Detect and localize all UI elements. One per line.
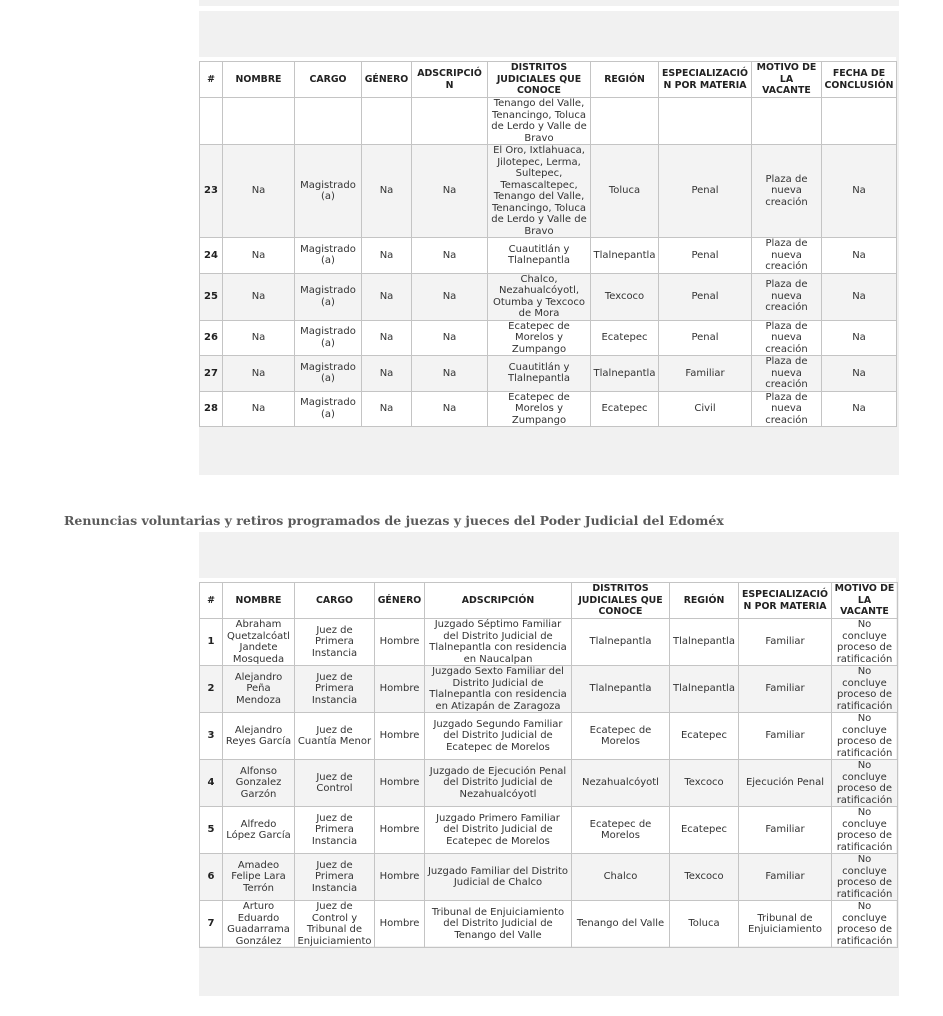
table-cell: Na bbox=[362, 273, 412, 320]
table-cell: Juzgado Sexto Familiar del Distrito Judicial de Tlalnepantla con residencia en Atizapán de Zaragoza bbox=[425, 666, 572, 713]
table-card-vacancies bbox=[199, 11, 899, 475]
table-cell bbox=[752, 98, 822, 145]
table-cell: Juez de Primera Instancia bbox=[295, 666, 375, 713]
table-cell: Hombre bbox=[375, 807, 425, 854]
table-row bbox=[200, 98, 897, 145]
column-header: GÉNERO bbox=[375, 583, 425, 619]
table-cell: Ecatepec de Morelos bbox=[572, 713, 670, 760]
table-cell: Na bbox=[412, 356, 488, 392]
table-cell: Hombre bbox=[375, 713, 425, 760]
table-cell: Ejecución Penal bbox=[739, 760, 832, 807]
table-cell: Penal bbox=[659, 320, 752, 356]
row-number: 24 bbox=[200, 238, 223, 274]
table-cell: Tlalnepantla bbox=[670, 619, 739, 666]
table-cell: Cuautitlán y Tlalnepantla bbox=[488, 238, 591, 274]
table-cell: Plaza de nueva creación bbox=[752, 320, 822, 356]
table-row bbox=[200, 807, 898, 854]
table-row bbox=[200, 238, 897, 274]
table-cell: No concluye proceso de ratificación bbox=[832, 807, 898, 854]
table-cell: Tribunal de Enjuiciamiento bbox=[739, 901, 832, 948]
table-cell: Juez de Primera Instancia bbox=[295, 807, 375, 854]
row-number bbox=[200, 98, 223, 145]
table-cell: Tlalnepantla bbox=[591, 238, 659, 274]
table-cell: Juez de Primera Instancia bbox=[295, 619, 375, 666]
table-cell: No concluye proceso de ratificación bbox=[832, 760, 898, 807]
table-row bbox=[200, 666, 898, 713]
table-cell: Penal bbox=[659, 145, 752, 238]
column-header: NOMBRE bbox=[223, 62, 295, 98]
table-row bbox=[200, 391, 897, 427]
table-cell: Na bbox=[362, 320, 412, 356]
table-cell: Familiar bbox=[739, 666, 832, 713]
row-number: 23 bbox=[200, 145, 223, 238]
table-cell: Alejandro Reyes García bbox=[223, 713, 295, 760]
column-header: ESPECIALIZACIÓN POR MATERIA bbox=[739, 583, 832, 619]
table-cell: Tribunal de Enjuiciamiento del Distrito Judicial de Tenango del Valle bbox=[425, 901, 572, 948]
table-cell: Ecatepec de Morelos y Zumpango bbox=[488, 320, 591, 356]
table-cell: Juzgado Familiar del Distrito Judicial de Chalco bbox=[425, 854, 572, 901]
table-cell: No concluye proceso de ratificación bbox=[832, 619, 898, 666]
table-row bbox=[200, 760, 898, 807]
table-cell bbox=[295, 98, 362, 145]
table-cell: Magistrado (a) bbox=[295, 356, 362, 392]
table-cell: Familiar bbox=[739, 713, 832, 760]
row-number: 28 bbox=[200, 391, 223, 427]
table-row bbox=[200, 320, 897, 356]
table-row bbox=[200, 273, 897, 320]
table-header-row bbox=[200, 62, 897, 98]
table-cell: No concluye proceso de ratificación bbox=[832, 666, 898, 713]
table-cell: Plaza de nueva creación bbox=[752, 145, 822, 238]
column-header: MOTIVO DE LA VACANTE bbox=[832, 583, 898, 619]
table-cell: Juzgado Primero Familiar del Distrito Judicial de Ecatepec de Morelos bbox=[425, 807, 572, 854]
table-cell: Texcoco bbox=[670, 760, 739, 807]
table-cell: Alfonso Gonzalez Garzón bbox=[223, 760, 295, 807]
table-cell: Arturo Eduardo Guadarrama González bbox=[223, 901, 295, 948]
table-cell: El Oro, Ixtlahuaca, Jilotepec, Lerma, Sultepec, Temascaltepec, Tenango del Valle, Tenancingo, Toluca de Lerdo y Valle de Bravo bbox=[488, 145, 591, 238]
table-cell: Ecatepec bbox=[670, 713, 739, 760]
table-card-resignations bbox=[199, 532, 899, 996]
table-row bbox=[200, 145, 897, 238]
column-header: CARGO bbox=[295, 62, 362, 98]
row-number: 1 bbox=[200, 619, 223, 666]
table-cell: Amadeo Felipe Lara Terrón bbox=[223, 854, 295, 901]
table-cell: Alfredo López García bbox=[223, 807, 295, 854]
table-cell: Alejandro Peña Mendoza bbox=[223, 666, 295, 713]
table-sheet bbox=[199, 578, 896, 946]
column-header: REGIÓN bbox=[670, 583, 739, 619]
table-cell: Na bbox=[223, 356, 295, 392]
table-cell: Na bbox=[362, 238, 412, 274]
table-cell: Tlalnepantla bbox=[572, 666, 670, 713]
table-cell: Tenango del Valle, Tenancingo, Toluca de Lerdo y Valle de Bravo bbox=[488, 98, 591, 145]
table-row bbox=[200, 854, 898, 901]
table-cell: Magistrado (a) bbox=[295, 238, 362, 274]
table-cell: Juez de Cuantía Menor bbox=[295, 713, 375, 760]
column-header: ADSCRIPCIÓN bbox=[412, 62, 488, 98]
table-cell: Juzgado Séptimo Familiar del Distrito Judicial de Tlalnepantla con residencia en Naucalpan bbox=[425, 619, 572, 666]
table-cell: Plaza de nueva creación bbox=[752, 356, 822, 392]
table-cell: Na bbox=[412, 320, 488, 356]
table-cell: Na bbox=[223, 145, 295, 238]
table-cell: Familiar bbox=[739, 854, 832, 901]
row-number: 26 bbox=[200, 320, 223, 356]
column-header: GÉNERO bbox=[362, 62, 412, 98]
table-cell bbox=[223, 98, 295, 145]
table-cell: Na bbox=[362, 145, 412, 238]
table-cell: Tenango del Valle bbox=[572, 901, 670, 948]
row-number: 4 bbox=[200, 760, 223, 807]
table-cell: Tlalnepantla bbox=[670, 666, 739, 713]
table-cell: Penal bbox=[659, 273, 752, 320]
table-cell: Texcoco bbox=[670, 854, 739, 901]
table-cell: Ecatepec de Morelos y Zumpango bbox=[488, 391, 591, 427]
row-number: 5 bbox=[200, 807, 223, 854]
column-header: # bbox=[200, 62, 223, 98]
table-cell: Civil bbox=[659, 391, 752, 427]
table-cell: Juez de Primera Instancia bbox=[295, 854, 375, 901]
table-cell: Texcoco bbox=[591, 273, 659, 320]
table-cell: Plaza de nueva creación bbox=[752, 391, 822, 427]
row-number: 27 bbox=[200, 356, 223, 392]
table-cell bbox=[412, 98, 488, 145]
table-cell: Chalco, Nezahualcóyotl, Otumba y Texcoco de Mora bbox=[488, 273, 591, 320]
table-cell: Juzgado de Ejecución Penal del Distrito Judicial de Nezahualcóyotl bbox=[425, 760, 572, 807]
row-number: 2 bbox=[200, 666, 223, 713]
table-cell: No concluye proceso de ratificación bbox=[832, 713, 898, 760]
table-cell: Hombre bbox=[375, 901, 425, 948]
table-cell: Ecatepec bbox=[591, 391, 659, 427]
table-cell: Familiar bbox=[659, 356, 752, 392]
table-cell: Na bbox=[822, 391, 897, 427]
table-cell: Plaza de nueva creación bbox=[752, 273, 822, 320]
table-cell: Na bbox=[412, 145, 488, 238]
row-number: 7 bbox=[200, 901, 223, 948]
table-cell: Hombre bbox=[375, 854, 425, 901]
table-cell: Magistrado (a) bbox=[295, 320, 362, 356]
row-number: 3 bbox=[200, 713, 223, 760]
table-row bbox=[200, 713, 898, 760]
vacancies-table bbox=[199, 61, 897, 427]
table-cell: Na bbox=[822, 356, 897, 392]
column-header: ESPECIALIZACIÓN POR MATERIA bbox=[659, 62, 752, 98]
resignations-table bbox=[199, 582, 898, 948]
table-cell: Cuautitlán y Tlalnepantla bbox=[488, 356, 591, 392]
table-cell: No concluye proceso de ratificación bbox=[832, 854, 898, 901]
table-header-row bbox=[200, 583, 898, 619]
table-cell: Tlalnepantla bbox=[572, 619, 670, 666]
row-number: 6 bbox=[200, 854, 223, 901]
column-header: MOTIVO DE LA VACANTE bbox=[752, 62, 822, 98]
table-cell bbox=[659, 98, 752, 145]
table-sheet bbox=[199, 57, 896, 427]
column-header: # bbox=[200, 583, 223, 619]
table-cell: Nezahualcóyotl bbox=[572, 760, 670, 807]
table-cell: No concluye proceso de ratificación bbox=[832, 901, 898, 948]
section-title: Renuncias voluntarias y retiros programados de juezas y jueces del Poder Judicial del Edoméx bbox=[64, 513, 724, 528]
table-cell: Na bbox=[412, 391, 488, 427]
table-cell: Chalco bbox=[572, 854, 670, 901]
table-cell: Juez de Control bbox=[295, 760, 375, 807]
table-cell: Juez de Control y Tribunal de Enjuiciamiento bbox=[295, 901, 375, 948]
column-header: CARGO bbox=[295, 583, 375, 619]
table-cell: Tlalnepantla bbox=[591, 356, 659, 392]
table-cell: Magistrado (a) bbox=[295, 273, 362, 320]
table-cell: Na bbox=[822, 145, 897, 238]
table-cell: Na bbox=[223, 320, 295, 356]
table-cell: Magistrado (a) bbox=[295, 391, 362, 427]
table-cell: Hombre bbox=[375, 666, 425, 713]
table-cell: Na bbox=[362, 391, 412, 427]
table-cell: Na bbox=[822, 238, 897, 274]
table-cell bbox=[822, 98, 897, 145]
table-cell: Familiar bbox=[739, 619, 832, 666]
table-cell: Na bbox=[223, 273, 295, 320]
table-cell: Ecatepec de Morelos bbox=[572, 807, 670, 854]
column-header: REGIÓN bbox=[591, 62, 659, 98]
table-cell: Ecatepec bbox=[591, 320, 659, 356]
table-cell: Na bbox=[223, 238, 295, 274]
previous-card-edge bbox=[199, 0, 899, 6]
table-row bbox=[200, 619, 898, 666]
row-number: 25 bbox=[200, 273, 223, 320]
table-cell bbox=[591, 98, 659, 145]
table-cell bbox=[362, 98, 412, 145]
column-header: FECHA DE CONCLUSIÓN bbox=[822, 62, 897, 98]
table-cell: Toluca bbox=[670, 901, 739, 948]
table-cell: Penal bbox=[659, 238, 752, 274]
table-cell: Na bbox=[822, 320, 897, 356]
table-cell: Na bbox=[223, 391, 295, 427]
table-cell: Na bbox=[362, 356, 412, 392]
table-cell: Na bbox=[822, 273, 897, 320]
table-row bbox=[200, 356, 897, 392]
table-cell: Ecatepec bbox=[670, 807, 739, 854]
table-row bbox=[200, 901, 898, 948]
column-header: ADSCRIPCIÓN bbox=[425, 583, 572, 619]
table-cell: Na bbox=[412, 273, 488, 320]
table-cell: Plaza de nueva creación bbox=[752, 238, 822, 274]
column-header: NOMBRE bbox=[223, 583, 295, 619]
table-cell: Familiar bbox=[739, 807, 832, 854]
table-cell: Abraham Quetzalcóatl Jandete Mosqueda bbox=[223, 619, 295, 666]
table-cell: Toluca bbox=[591, 145, 659, 238]
table-cell: Juzgado Segundo Familiar del Distrito Judicial de Ecatepec de Morelos bbox=[425, 713, 572, 760]
table-cell: Hombre bbox=[375, 760, 425, 807]
table-cell: Magistrado (a) bbox=[295, 145, 362, 238]
column-header: DISTRITOS JUDICIALES QUE CONOCE bbox=[488, 62, 591, 98]
table-cell: Hombre bbox=[375, 619, 425, 666]
table-cell: Na bbox=[412, 238, 488, 274]
column-header: DISTRITOS JUDICIALES QUE CONOCE bbox=[572, 583, 670, 619]
